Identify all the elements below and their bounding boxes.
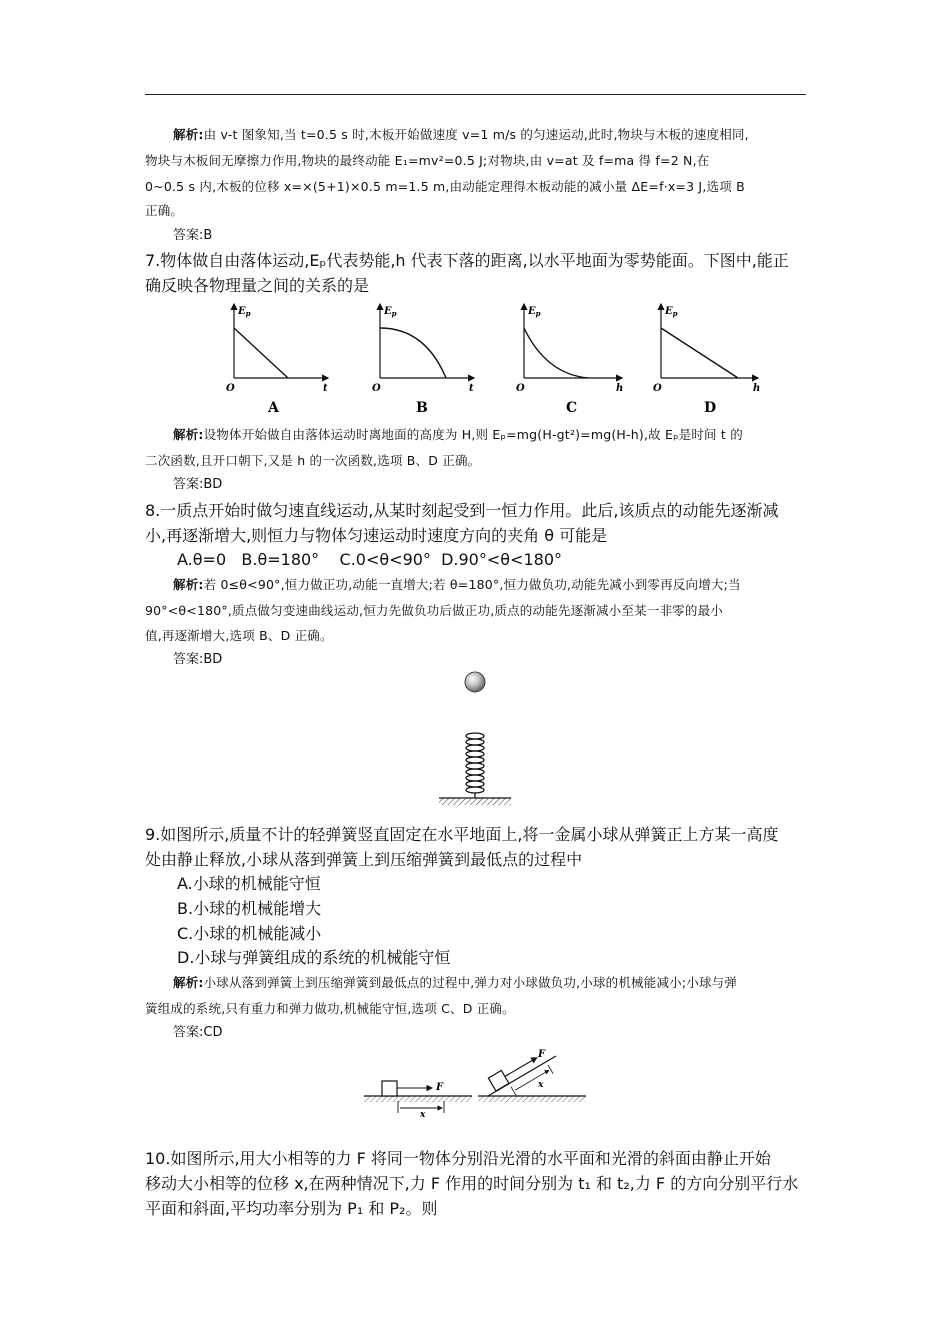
graph-B-label: B <box>416 400 428 416</box>
p6-analysis-line1: 由 v-t 图象知,当 t=0.5 s 时,木板开始做速度 v=1 m/s 的匀速运动,此时,物块与木板的速度相同, <box>203 127 749 142</box>
svg-text:O: O <box>226 383 235 394</box>
graph-D <box>653 304 760 416</box>
q7-stem-line1: 7.物体做自由落体运动,Eₚ代表势能,h 代表下落的距离,以水平地面为零势能面。下图中,能正 <box>145 251 789 270</box>
p6-answer: 答案:B <box>173 228 213 243</box>
q8-analysis-text1: 若 0≤θ<90°,恒力做正功,动能一直增大;若 θ=180°,恒力做负功,动能先减小到零再反向增大;当 <box>203 577 741 592</box>
p6-analysis-line3: 0~0.5 s 内,木板的位移 x=×(5+1)×0.5 m=1.5 m,由动能定理得木板动能的减小量 ΔE=f·x=3 J,选项 B <box>145 179 745 194</box>
p6-analysis <box>145 122 806 148</box>
ground-hatch <box>439 798 511 805</box>
svg-text:h: h <box>616 383 624 394</box>
q9-option-C: C.小球的机械能减小 <box>177 924 322 943</box>
block <box>382 1081 397 1096</box>
graph-D-label: D <box>704 400 717 416</box>
svg-text:h: h <box>753 383 761 394</box>
header-rule <box>145 94 806 95</box>
analysis-label: 解析: <box>173 975 204 990</box>
svg-text:O: O <box>516 383 525 394</box>
q10-stem-line2: 移动大小相等的位移 x,在两种情况下,力 F 作用的时间分别为 t₁ 和 t₂,力 F 的方向分别平行水 <box>145 1174 799 1193</box>
q8-answer: 答案:BD <box>173 652 223 667</box>
graph-C <box>516 304 623 416</box>
svg-text:Ep: $E_p$ <box>238 306 251 318</box>
q7-answer: 答案:BD <box>173 477 223 492</box>
svg-text:O: O <box>653 383 662 394</box>
q10-stem-line3: 平面和斜面,平均功率分别为 P₁ 和 P₂。则 <box>145 1199 438 1218</box>
graph-B <box>372 304 474 416</box>
spring <box>466 733 484 798</box>
q7-analysis-text1: 设物体开始做自由落体运动时离地面的高度为 H,则 Eₚ=mg(H-gt²)=mg(H-h),故 Eₚ是时间 t 的 <box>203 427 743 442</box>
q9-option-D: D.小球与弹簧组成的系统的机械能守恒 <box>177 948 451 967</box>
q9-analysis-line1 <box>145 970 806 996</box>
q8-analysis-line3: 值,再逐渐增大,选项 B、D 正确。 <box>145 628 333 643</box>
q9-stem-line1: 9.如图所示,质量不计的轻弹簧竖直固定在水平地面上,将一金属小球从弹簧正上方某一高度 <box>145 825 779 844</box>
disp-label-horizontal: x <box>420 1110 426 1120</box>
analysis-label: 解析: <box>173 427 204 442</box>
p6-analysis-line4: 正确。 <box>145 203 184 218</box>
graph-A-label: A <box>268 400 279 416</box>
svg-text:t: t <box>469 383 474 394</box>
force-label-horizontal: F <box>436 1082 444 1093</box>
q9-analysis-line2: 簧组成的系统,只有重力和弹力做功,机械能守恒,选项 C、D 正确。 <box>145 1001 515 1016</box>
force-displacement-figure <box>360 1044 590 1122</box>
p6-analysis-line2: 物块与木板间无摩擦力作用,物块的最终动能 E₁=mv²=0.5 J;对物块,由 v=at 及 f=ma 得 f=2 N,在 <box>145 153 710 168</box>
q8-stem-line2: 小,再逐渐增大,则恒力与物体匀速运动时速度方向的夹角 θ 可能是 <box>145 526 608 545</box>
svg-text:Ep: $E_p$ <box>384 306 397 318</box>
q9-stem-line2: 处由静止释放,小球从落到弹簧上到压缩弹簧到最低点的过程中 <box>145 850 583 869</box>
q8-stem-line1: 8.一质点开始时做匀速直线运动,从某时刻起受到一恒力作用。此后,该质点的动能先逐渐减 <box>145 501 779 520</box>
disp-label-incline: x <box>538 1080 544 1090</box>
q7-analysis-line2: 二次函数,且开口朝下,又是 h 的一次函数,选项 B、D 正确。 <box>145 453 481 468</box>
q8-options: A.θ=0 B.θ=180° C.0<θ<90° D.90°<θ<180° <box>177 550 562 569</box>
q8-analysis-line2: 90°<θ<180°,质点做匀变速曲线运动,恒力先做负功后做正功,质点的动能先逐渐减小至某一非零的最小 <box>145 603 723 618</box>
spring-ball-figure <box>430 664 520 808</box>
svg-text:Ep: $E_p$ <box>528 306 541 318</box>
q9-option-B: B.小球的机械能增大 <box>177 899 322 918</box>
q9-answer: 答案:CD <box>173 1025 223 1040</box>
analysis-label: 解析: <box>173 127 204 142</box>
horizontal-case <box>364 1081 472 1120</box>
analysis-label: 解析: <box>173 577 204 592</box>
q10-stem-line1: 10.如图所示,用大小相等的力 F 将同一物体分别沿光滑的水平面和光滑的斜面由静止开始 <box>145 1149 771 1168</box>
block-incline <box>488 1070 509 1091</box>
svg-text:Ep: $E_p$ <box>665 306 678 318</box>
q7-analysis-line1 <box>145 422 806 448</box>
q8-analysis-line1 <box>145 572 806 598</box>
q7-graphs-figure <box>210 298 770 420</box>
svg-text:O: O <box>372 383 381 394</box>
svg-text:t: t <box>323 383 328 394</box>
q7-stem-line2: 确反映各物理量之间的关系的是 <box>145 276 370 295</box>
q9-option-A: A.小球的机械能守恒 <box>177 874 321 893</box>
force-label-incline: F <box>538 1049 546 1060</box>
graph-C-label: C <box>566 400 578 416</box>
q9-analysis-text1: 小球从落到弹簧上到压缩弹簧到最低点的过程中,弹力对小球做负功,小球的机械能减小;小球与弹 <box>203 975 738 990</box>
incline-case <box>478 1049 586 1103</box>
graph-A <box>226 304 328 416</box>
metal-ball <box>465 672 485 692</box>
